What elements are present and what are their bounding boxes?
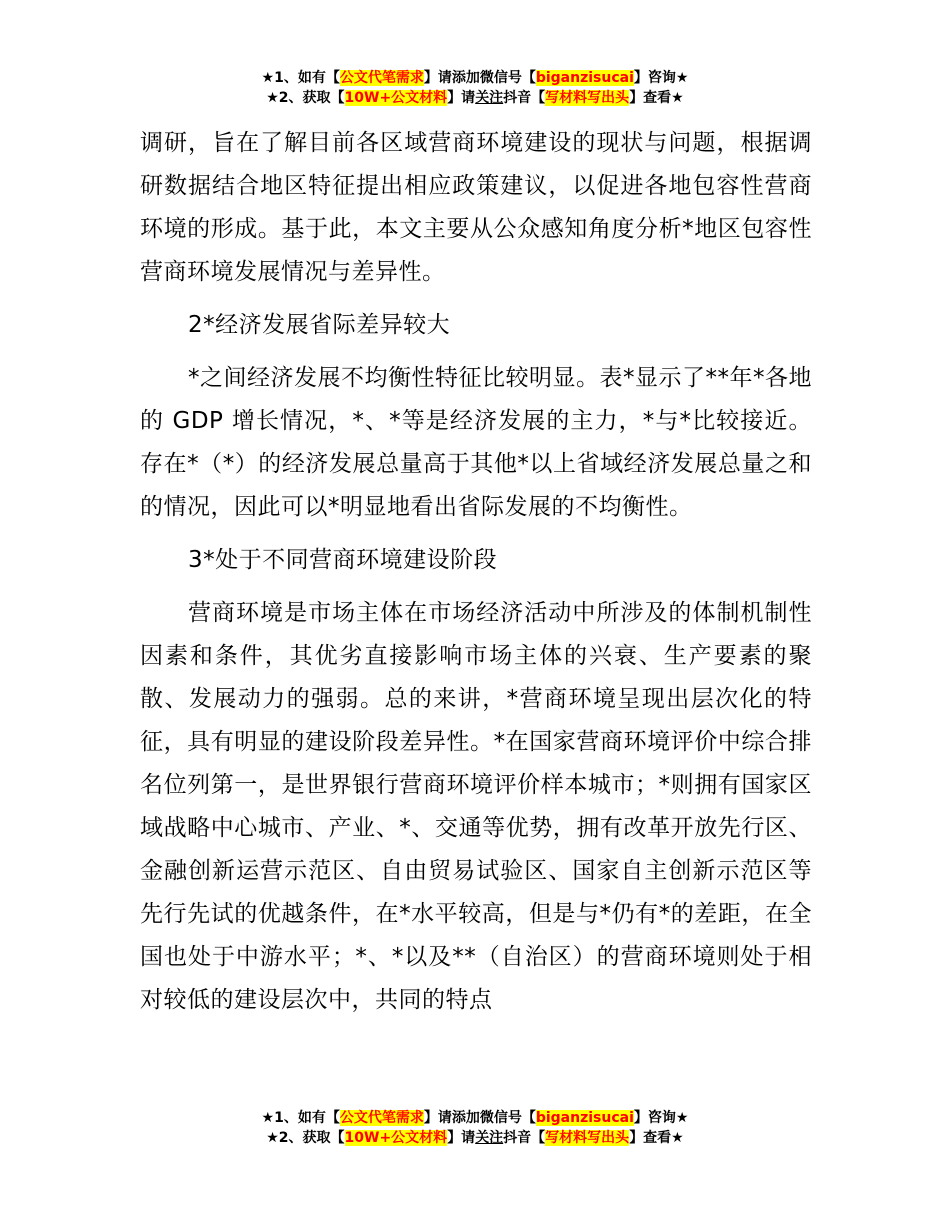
banner-line-2 <box>0 1128 950 1148</box>
banner-text: 】查看★ <box>629 1130 684 1146</box>
banner-highlight: 写材料写出头 <box>545 90 630 106</box>
banner-text: 】咨询★ <box>633 70 689 86</box>
banner-text: ★2、获取【 <box>266 1130 345 1146</box>
banner-text: 抖音【 <box>503 1130 546 1146</box>
banner-line-1 <box>0 1108 950 1128</box>
banner-highlight: 公文代笔需求 <box>339 70 424 86</box>
banner-text: 抖音【 <box>503 90 546 106</box>
banner-text: ★2、获取【 <box>266 90 345 106</box>
paragraph-economy: *之间经济发展不均衡性特征比较明显。表*显示了**年*各地的 GDP 增长情况，*、*等是经济发展的主力，*与*比较接近。存在*（*）的经济发展总量高于其他*以上省域经济发展总量之和的情况，因此可以*明显地看出省际发展的不均衡性。 <box>140 365 812 520</box>
banner-highlight: 公文代笔需求 <box>339 1110 424 1126</box>
paragraph-business-environment: 营商环境是市场主体在市场经济活动中所涉及的体制机制性因素和条件，其优劣直接影响市场主体的兴衰、生产要素的聚散、发展动力的强弱。总的来讲，*营商环境呈现出层次化的特征，具有明显的建设阶段差异性。*在国家营商环境评价中综合排名位列第一，是世界银行营商环境评价样本城市；*则拥有国家区域战略中心城市、产业、*、交通等优势，拥有改革开放先行区、金融创新运营示范区、自由贸易试验区、国家自主创新示范区等先行先试的优越条件，在*水平较高，但是与*仍有*的差距，在全国也处于中游水平；*、*以及**（自治区）的营商环境则处于相对较低的建设层次中，共同的特点 <box>140 600 812 1013</box>
banner-highlight: 写材料写出头 <box>545 1130 630 1146</box>
banner-text: ★1、如有【 <box>261 70 340 86</box>
banner-underlined-text: 关注 <box>475 90 504 106</box>
banner-text: 】请添加微信号【 <box>423 1110 536 1126</box>
banner-line-2 <box>0 88 950 108</box>
footer-banner <box>0 1108 950 1148</box>
section-heading-2: 2*经济发展省际差异较大 <box>188 312 451 338</box>
banner-text: 】请 <box>447 1130 476 1146</box>
banner-highlight: biganzisucai <box>535 1110 634 1126</box>
document-body <box>140 122 812 1032</box>
section-heading-3: 3*处于不同营商环境建设阶段 <box>188 547 498 573</box>
banner-text: 】查看★ <box>629 90 684 106</box>
banner-highlight: 10W+公文材料 <box>344 90 448 106</box>
banner-highlight: biganzisucai <box>535 70 634 86</box>
banner-underlined-text: 关注 <box>475 1130 504 1146</box>
header-banner <box>0 68 950 108</box>
banner-text: ★1、如有【 <box>261 1110 340 1126</box>
banner-line-1 <box>0 68 950 88</box>
paragraph-intro: 调研，旨在了解目前各区域营商环境建设的现状与问题，根据调研数据结合地区特征提出相应政策建议，以促进各地包容性营商环境的形成。基于此，本文主要从公众感知角度分析*地区包容性营商环境发展情况与差异性。 <box>140 130 812 285</box>
banner-text: 】咨询★ <box>633 1110 689 1126</box>
banner-text: 】请添加微信号【 <box>423 70 536 86</box>
banner-highlight: 10W+公文材料 <box>344 1130 448 1146</box>
banner-text: 】请 <box>447 90 476 106</box>
